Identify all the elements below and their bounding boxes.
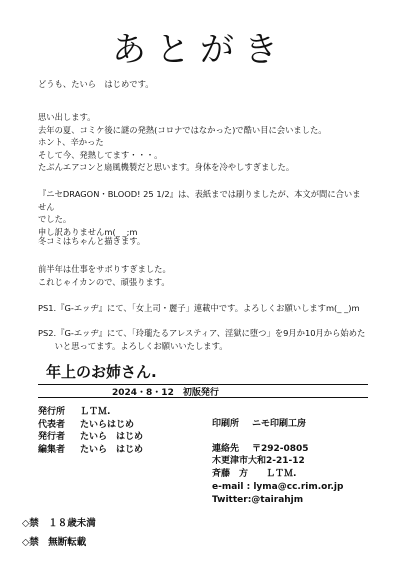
ps1-line: PS1.『G-エッヂ』にて、「女上司・麗子」連載中です。よろしくお願いしますm(_ _)m	[38, 303, 360, 313]
winter-comiket-paragraph	[38, 235, 368, 248]
colophon-value: たいらはじめ	[80, 419, 135, 430]
contact-postal-code: 〒292-0805	[252, 443, 309, 454]
contact-row	[212, 443, 343, 456]
colophon-row	[38, 431, 143, 444]
ps2-line: PS2.『G-エッヂ』にて、「玲瓏たるアレスティア、淫獄に堕つ」を9月か10月から始めた	[38, 328, 366, 338]
colophon-contact-block	[212, 418, 343, 506]
work-line: 前半年は仕事をサボりすぎました。	[38, 264, 171, 274]
printer-label: 印刷所	[212, 419, 240, 429]
apology-paragraph	[38, 188, 368, 238]
colophon-row	[38, 406, 143, 419]
colophon-value: たいら はじめ	[80, 432, 144, 443]
ps1-paragraph	[38, 302, 368, 315]
apology-line: 申し訳ありませんm(_ _;m	[38, 226, 138, 237]
colophon-divider-bottom	[38, 397, 368, 398]
greeting-paragraph	[38, 78, 368, 91]
colophon-label: 発行所	[38, 407, 66, 417]
page-title: あとがき	[112, 30, 288, 70]
fever-line: 去年の夏、コミケ後に謎の発熱(コロナではなかった)で酷い目に会いました。	[38, 124, 327, 135]
fever-line: 思い出します。	[38, 112, 96, 122]
fever-line: ホント、辛かった	[38, 137, 104, 148]
contact-care-of: 斉藤 方 ＬＴＭ.	[212, 469, 297, 480]
work-paragraph	[38, 263, 368, 288]
contact-row	[212, 455, 343, 468]
colophon-label: 代表者	[38, 419, 66, 430]
printer-value: ニモ印刷工房	[252, 419, 307, 429]
fever-line: そして今、発熱してます・・・。	[38, 149, 163, 160]
printer-row	[212, 418, 343, 431]
contact-row	[212, 481, 343, 494]
apology-line: 『ニセDRAGON・BLOOD! 25 1/2』は、表紙までは刷りましたが、本文が間に合いません	[38, 189, 361, 212]
contact-address: 木更津市大和2-21-12	[212, 456, 305, 467]
work-line: これじゃイカンので、頑張ります。	[38, 276, 170, 287]
ps2-line: いと思ってます。よろしくお願いいたします。	[38, 340, 228, 351]
colophon-label: 発行者	[38, 432, 66, 443]
age-restriction-notice: ◇禁 １８歳未満	[22, 518, 96, 529]
contact-twitter: Twitter:@tairahjm	[212, 494, 304, 505]
winter-comiket-line: 冬コミはちゃんと描きます。	[38, 236, 146, 246]
colophon-label: 編集者	[38, 445, 66, 456]
no-reproduction-notice: ◇禁 無断転載	[22, 537, 87, 548]
colophon-row	[38, 419, 143, 432]
fever-paragraph	[38, 111, 368, 174]
ps2-paragraph	[38, 327, 378, 352]
contact-row	[212, 468, 343, 481]
colophon-value: たいら はじめ	[80, 445, 144, 456]
colophon-value: ＬＴＭ.	[80, 407, 111, 417]
contact-row	[212, 494, 343, 507]
book-title: 年上のお姉さん.	[46, 363, 157, 381]
publication-date: 2024・8・12 初版発行	[112, 388, 219, 398]
contact-email: e-mail : lyma@cc.rim.or.jp	[212, 481, 344, 492]
greeting-text: どうも、たいら はじめです。	[38, 79, 154, 89]
contact-label: 連絡先	[212, 443, 240, 454]
fever-line: たぶんエアコンと扇風機製だと思います。身体を冷やしすぎました。	[38, 162, 295, 173]
colophon-row	[38, 444, 143, 457]
apology-line: でした。	[38, 214, 72, 225]
colophon-publisher-block	[38, 406, 143, 457]
